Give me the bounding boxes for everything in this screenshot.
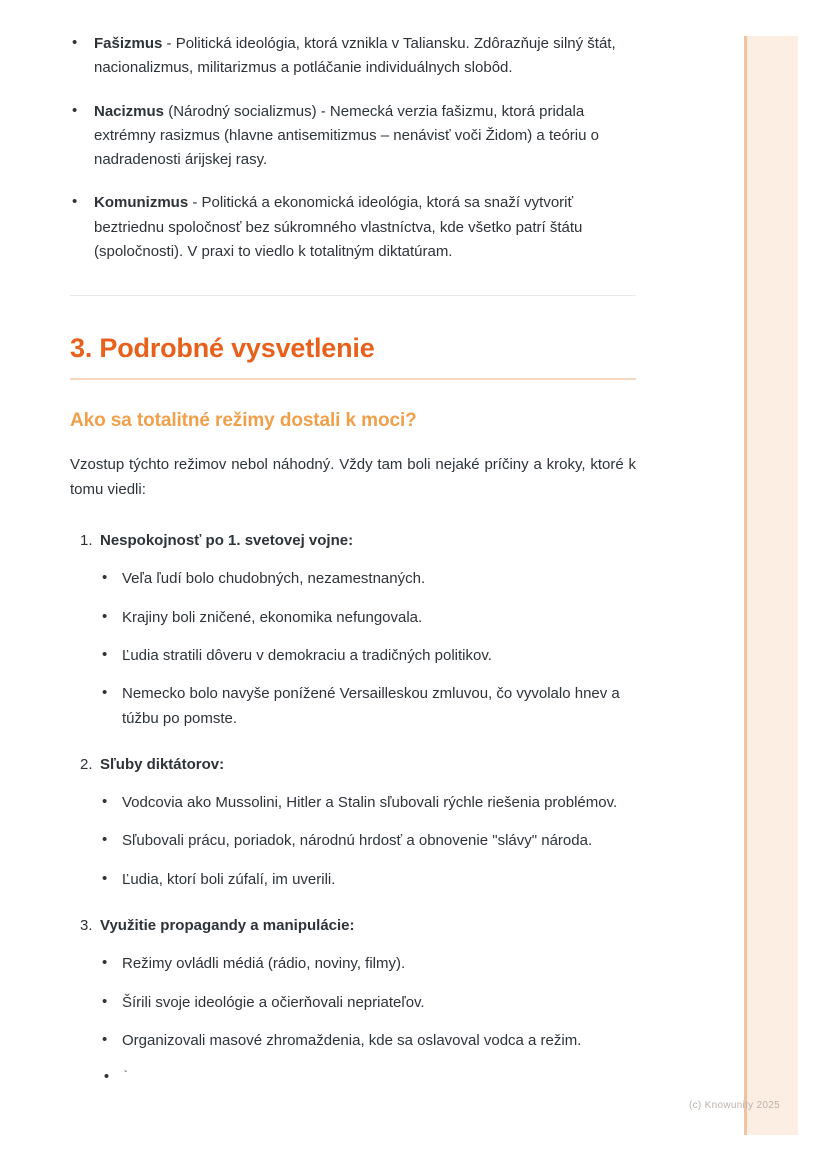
step-label: Nespokojnosť po 1. svetovej vojne:	[100, 532, 354, 550]
definition-description: - Politická a ekonomická ideológia, ktorá sa snaží vytvoriť beztriednu spoločnosť bez súkromného vlastníctva, kde všetko patrí štátu (spoločnosti). V praxi to viedlo k totalitným diktatúram.	[94, 194, 583, 261]
footer-copyright: (c) Knowunity 2025	[688, 1100, 780, 1111]
definition-item	[70, 191, 636, 264]
list-item: • Vodcovia ako Mussolini, Hitler a Stalin sľubovali rýchle riešenia problémov.	[100, 791, 636, 815]
step-label: Využitie propagandy a manipulácie:	[100, 917, 355, 935]
steps-list	[70, 529, 636, 1087]
list-item: • Ľudia stratili dôveru v demokraciu a tradičných politikov.	[100, 644, 636, 668]
list-item: • `	[100, 1067, 636, 1086]
list-item: • Ľudia, ktorí boli zúfalí, im uverili.	[100, 868, 636, 892]
step-item	[70, 914, 636, 1087]
page-title: 3. Podrobné vysvetlenie	[70, 332, 636, 379]
list-item: • Režimy ovládli médiá (rádio, noviny, filmy).	[100, 952, 636, 976]
section-divider	[70, 295, 636, 296]
list-item: • Veľa ľudí bolo chudobných, nezamestnaných.	[100, 567, 636, 591]
definition-item	[70, 100, 636, 173]
definition-term: Nacizmus	[94, 102, 165, 120]
definition-term: Fašizmus	[94, 35, 163, 52]
step-points-list	[100, 791, 636, 892]
definition-item	[70, 32, 636, 81]
definition-description: (Národný socializmus) - Nemecká verzia fašizmu, ktorá pridala extrémny rasizmus (hlavne antisemitizmus – nenávisť voči Židom) a teóriu o nadradenosti árijskej rasy.	[94, 102, 599, 169]
step-points-list	[100, 952, 636, 1086]
definitions-list	[70, 32, 636, 264]
step-points-list	[100, 567, 636, 730]
definition-term: Komunizmus	[94, 194, 189, 212]
list-item: • Šírili svoje ideológie a očierňovali nepriateľov.	[100, 991, 636, 1015]
list-item: • Organizovali masové zhromaždenia, kde sa oslavoval vodca a režim.	[100, 1029, 636, 1053]
intro-paragraph: Vzostup týchto režimov nebol náhodný. Vždy tam boli nejaké príčiny a kroky, ktoré k tomu viedli:	[70, 455, 636, 499]
list-item: • Krajiny boli zničené, ekonomika nefungovala.	[100, 606, 636, 630]
definition-description: - Politická ideológia, ktorá vznikla v Taliansku. Zdôrazňuje silný štát, nacionalizmus, militarizmus a potláčanie individuálnych slobôd.	[94, 35, 616, 77]
step-label: Sľuby diktátorov:	[100, 755, 225, 773]
section-subtitle: Ako sa totalitné režimy dostali k moci?	[70, 409, 417, 431]
list-item: • Sľubovali prácu, poriadok, národnú hrdosť a obnovenie "slávy" národa.	[100, 829, 636, 853]
list-item: • Nemecko bolo navyše ponížené Versailleskou zmluvou, čo vyvolalo hnev a túžbu po pomste.	[100, 682, 636, 731]
step-item	[70, 753, 636, 892]
document-content	[70, 32, 636, 1087]
step-item	[70, 529, 636, 731]
